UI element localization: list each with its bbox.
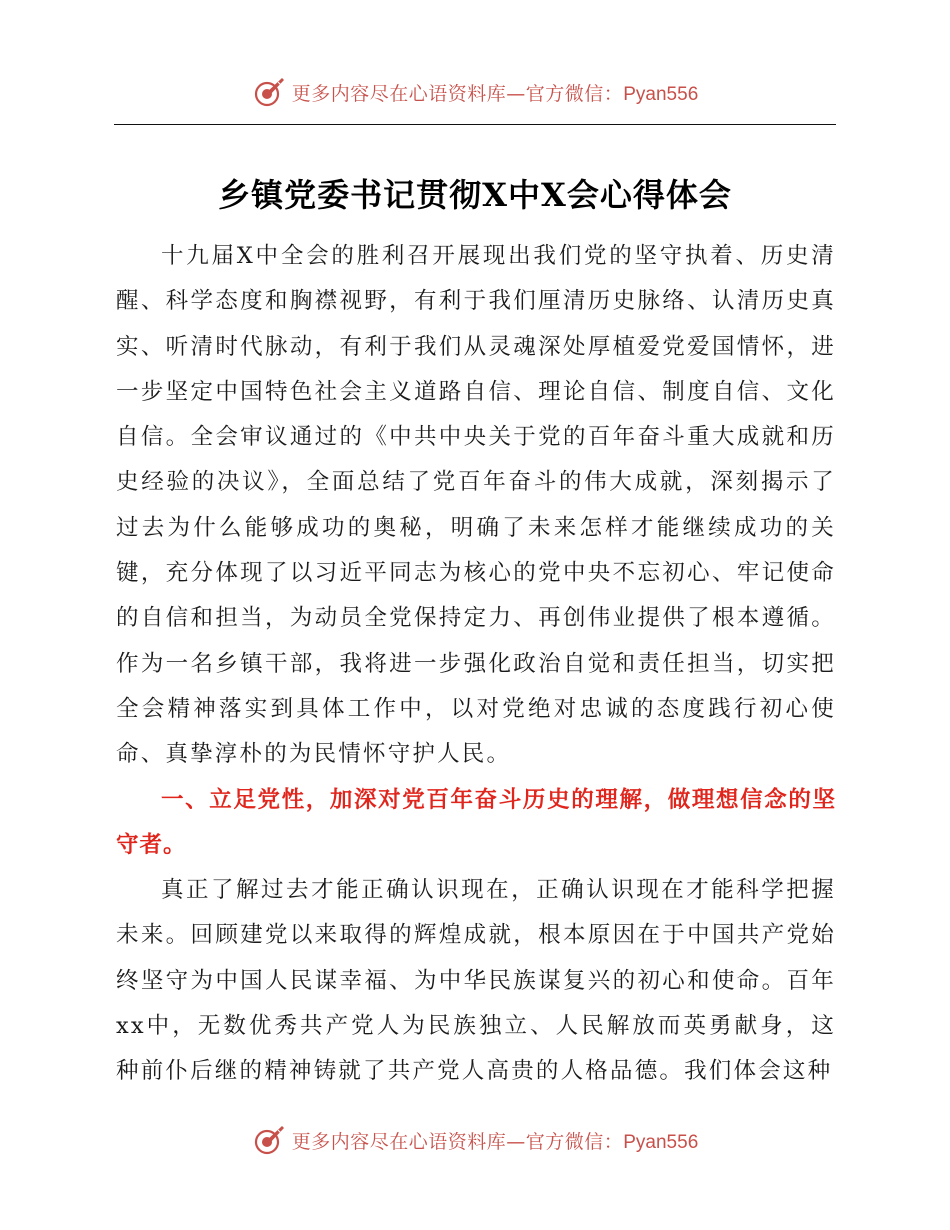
paragraph-section-1: 真正了解过去才能正确认识现在，正确认识现在才能科学把握未来。回顾建党以来取得的辉煌成就，根本原因在于中国共产党始终坚守为中国人民谋幸福、为中华民族谋复兴的初心和使命。百年xx中，无数优秀共产党人为民族独立、人民解放而英勇献身，这种前仆后继的精神铸就了共产党人高贵的人格品德。我们体会这种: [116, 877, 836, 1085]
paragraph-intro: 十九届X中全会的胜利召开展现出我们党的坚守执着、历史清醒、科学态度和胸襟视野，有利于我们厘清历史脉络、认清历史真实、听清时代脉动，有利于我们从灵魂深处厚植爱党爱国情怀，进一步坚定中国特色社会主义道路自信、理论自信、制度自信、文化自信。全会审议通过的《中共中央关于党的百年奋斗重大成就和历史经验的决议》，全面总结了党百年奋斗的伟大成就，深刻揭示了过去为什么能够成功的奥秘，明确了未来怎样才能继续成功的关键，充分体现了以习近平同志为核心的党中央不忘初心、牢记使命的自信和担当，为动员全党保持定力、再创伟业提供了根本遵循。作为一名乡镇干部，我将进一步强化政治自觉和责任担当，切实把全会精神落实到具体工作中，以对党绝对忠诚的态度践行初心使命、真挚淳朴的为民情怀守护人民。: [116, 243, 836, 768]
quill-pen-logo-icon: [252, 1123, 286, 1157]
footer-watermark-banner: [0, 1120, 950, 1160]
document-title: 乡镇党委书记贯彻X中X会心得体会: [218, 176, 732, 214]
header-divider: [114, 124, 836, 125]
footer-watermark-text: 更多内容尽在心语资料库—官方微信：Pyan556: [291, 1130, 699, 1153]
header-watermark-text: 更多内容尽在心语资料库—官方微信：Pyan556: [291, 82, 699, 105]
footer-wechat-handle: Pyan556: [623, 1131, 699, 1153]
header-wechat-handle: Pyan556: [623, 83, 699, 105]
quill-pen-logo-icon: [252, 75, 286, 109]
document-body: [116, 234, 836, 1095]
header-watermark-banner: [0, 72, 950, 112]
section-heading-1: 一、立足党性，加深对党百年奋斗历史的理解，做理想信念的坚守者。: [116, 786, 836, 858]
